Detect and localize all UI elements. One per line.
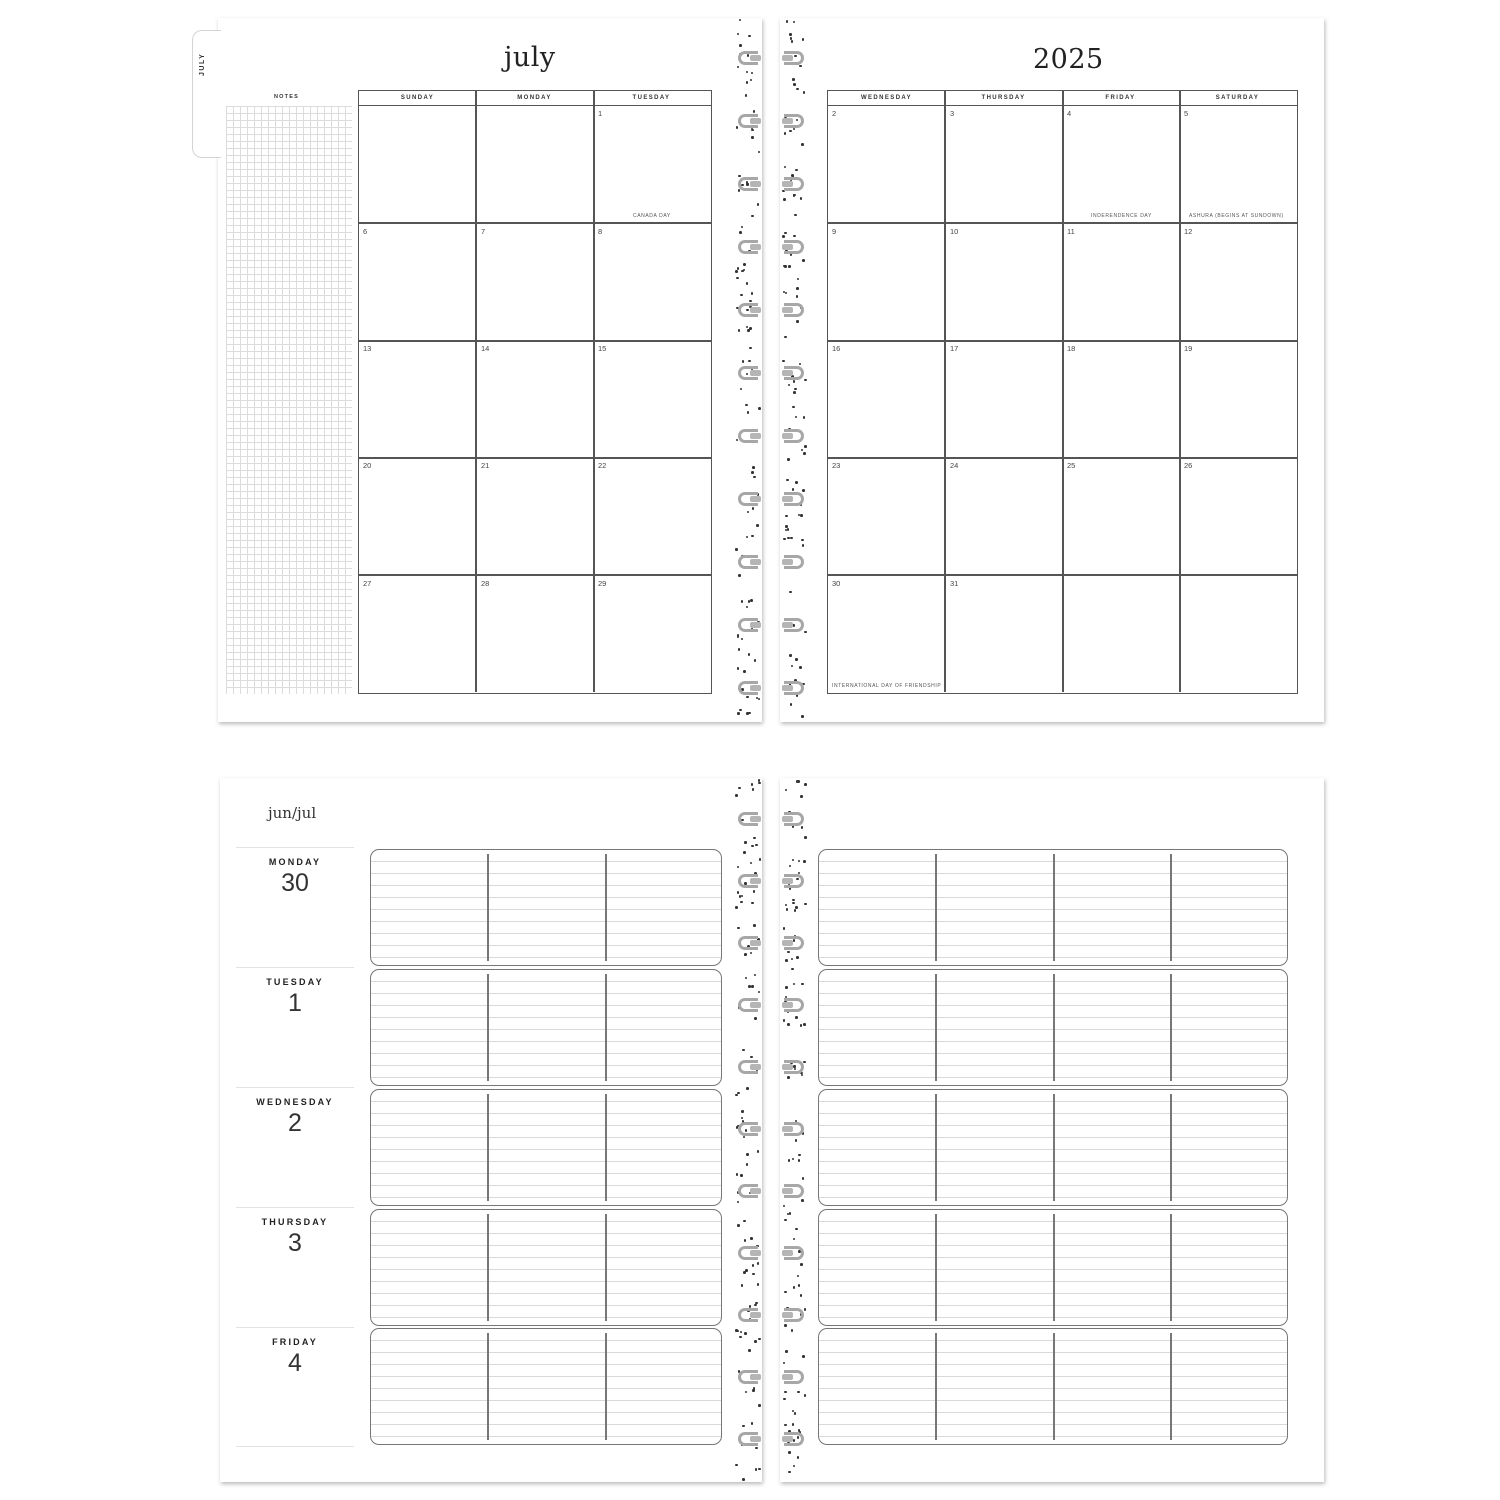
day-cell-number: 23 <box>832 461 841 470</box>
day-cell-number: 19 <box>1184 344 1193 353</box>
binder-ring-icon <box>784 51 804 65</box>
day-cell-number: 15 <box>598 344 607 353</box>
weekday-name: MONDAY <box>268 857 322 867</box>
calendar-right <box>827 90 1298 694</box>
day-box-right[interactable] <box>818 1328 1288 1445</box>
binder-ring-icon <box>738 936 758 950</box>
binder-ring-icon <box>784 874 804 888</box>
weekday-number: 30 <box>281 869 309 897</box>
binder-ring-icon <box>784 1432 804 1446</box>
day-cell-number: 20 <box>363 461 372 470</box>
day-cell-number: 4 <box>1067 109 1072 118</box>
holiday-independence-day: INDERENDENCE DAY <box>1091 213 1152 219</box>
binder-ring-icon <box>784 936 804 950</box>
day-cell-number: 11 <box>1067 227 1075 236</box>
month-tab[interactable] <box>192 30 221 158</box>
binder-ring-icon <box>738 812 758 826</box>
day-cell-number: 2 <box>832 109 837 118</box>
binder-ring-icon <box>784 177 804 191</box>
weekday-name: FRIDAY <box>272 1337 318 1347</box>
col-header-friday: FRIDAY <box>1105 95 1136 101</box>
day-cell-number: 14 <box>481 344 490 353</box>
day-box-right[interactable] <box>818 969 1288 1086</box>
day-cell-number: 22 <box>598 461 607 470</box>
day-cell-number: 1 <box>598 109 603 118</box>
day-cell-number: 26 <box>1184 461 1193 470</box>
day-cell-number: 8 <box>598 227 603 236</box>
binder-ring-icon <box>784 1122 804 1136</box>
binder-ring-icon <box>738 555 758 569</box>
col-header-thursday: THURSDAY <box>981 95 1026 101</box>
month-title: july <box>504 42 556 73</box>
day-box-right[interactable] <box>818 849 1288 966</box>
day-box-left[interactable] <box>370 1328 722 1445</box>
notes-grid[interactable] <box>226 106 352 694</box>
binder-ring-icon <box>738 366 758 380</box>
binder-ring-icon <box>784 555 804 569</box>
col-header-monday: MONDAY <box>517 95 552 101</box>
day-cell-number: 10 <box>950 227 959 236</box>
binder-ring-icon <box>784 492 804 506</box>
day-cell-number: 13 <box>363 344 372 353</box>
day-cell-number: 7 <box>481 227 486 236</box>
week-title: jun/jul <box>268 804 317 822</box>
day-cell-number: 16 <box>832 344 841 353</box>
day-cell-number: 21 <box>481 461 490 470</box>
day-cell-number: 12 <box>1184 227 1193 236</box>
weekday-name: THURSDAY <box>261 1217 329 1227</box>
day-cell-number: 24 <box>950 461 959 470</box>
day-box-left[interactable] <box>370 969 722 1086</box>
binder-ring-icon <box>784 1370 804 1384</box>
binder-ring-icon <box>738 1246 758 1260</box>
binder-ring-icon <box>784 618 804 632</box>
weekday-name: TUESDAY <box>266 977 324 987</box>
day-cell-number: 3 <box>950 109 955 118</box>
binder-ring-icon <box>784 1246 804 1260</box>
calendar-left <box>358 90 712 694</box>
year-title: 2025 <box>1033 44 1104 75</box>
day-box-right[interactable] <box>818 1209 1288 1326</box>
holiday-ashura: ASHURA (BEGINS AT SUNDOWN) <box>1189 213 1284 219</box>
binder-ring-icon <box>738 1308 758 1322</box>
binder-ring-icon <box>738 51 758 65</box>
binder-ring-icon <box>784 681 804 695</box>
weekday-number: 1 <box>288 989 302 1017</box>
binder-ring-icon <box>738 1370 758 1384</box>
binder-ring-icon <box>738 303 758 317</box>
binder-ring-icon <box>784 366 804 380</box>
day-cell-number: 6 <box>363 227 368 236</box>
col-header-saturday: SATURDAY <box>1215 95 1260 101</box>
binder-ring-icon <box>738 1184 758 1198</box>
day-box-left[interactable] <box>370 849 722 966</box>
day-cell-number: 27 <box>363 579 372 588</box>
day-cell-number: 28 <box>481 579 490 588</box>
weekday-number: 4 <box>288 1349 302 1377</box>
binder-ring-icon <box>784 812 804 826</box>
binder-ring-icon <box>738 874 758 888</box>
col-header-wednesday: WEDNESDAY <box>860 95 913 101</box>
binder-ring-icon <box>784 303 804 317</box>
binder-ring-icon <box>784 1184 804 1198</box>
day-cell-number: 17 <box>950 344 959 353</box>
day-cell-number: 31 <box>950 579 959 588</box>
holiday-friendship-day: INTERNATIONAL DAY OF FRIENDSHIP <box>832 683 942 689</box>
day-cell-number: 18 <box>1067 344 1076 353</box>
binder-ring-icon <box>738 240 758 254</box>
day-cell-number: 25 <box>1067 461 1076 470</box>
weekday-name: WEDNESDAY <box>256 1097 334 1107</box>
day-cell-number: 5 <box>1184 109 1189 118</box>
day-box-left[interactable] <box>370 1089 722 1206</box>
binder-ring-icon <box>738 618 758 632</box>
binder-ring-icon <box>784 429 804 443</box>
weekday-number: 3 <box>288 1229 302 1257</box>
col-header-tuesday: TUESDAY <box>632 95 671 101</box>
weekday-number: 2 <box>288 1109 302 1137</box>
day-box-left[interactable] <box>370 1209 722 1326</box>
binder-ring-icon <box>738 1122 758 1136</box>
binder-ring-icon <box>738 998 758 1012</box>
binder-ring-icon <box>784 240 804 254</box>
binder-ring-icon <box>738 681 758 695</box>
binder-ring-icon <box>738 177 758 191</box>
day-cell-number: 29 <box>598 579 607 588</box>
binder-ring-icon <box>784 114 804 128</box>
binder-ring-icon <box>738 429 758 443</box>
col-header-sunday: SUNDAY <box>400 95 435 101</box>
binder-ring-icon <box>738 1060 758 1074</box>
day-box-right[interactable] <box>818 1089 1288 1206</box>
day-cell-number: 9 <box>832 227 837 236</box>
notes-label: NOTES <box>274 94 299 100</box>
binder-ring-icon <box>784 1060 804 1074</box>
binder-ring-icon <box>738 1432 758 1446</box>
binder-ring-icon <box>784 1308 804 1322</box>
day-cell-number: 30 <box>832 579 841 588</box>
month-tab-label: JULY <box>199 52 206 76</box>
binder-ring-icon <box>784 998 804 1012</box>
holiday-canada-day: CANADA DAY <box>633 213 671 219</box>
binder-ring-icon <box>738 114 758 128</box>
calendar-left-header <box>359 91 711 106</box>
binder-ring-icon <box>738 492 758 506</box>
